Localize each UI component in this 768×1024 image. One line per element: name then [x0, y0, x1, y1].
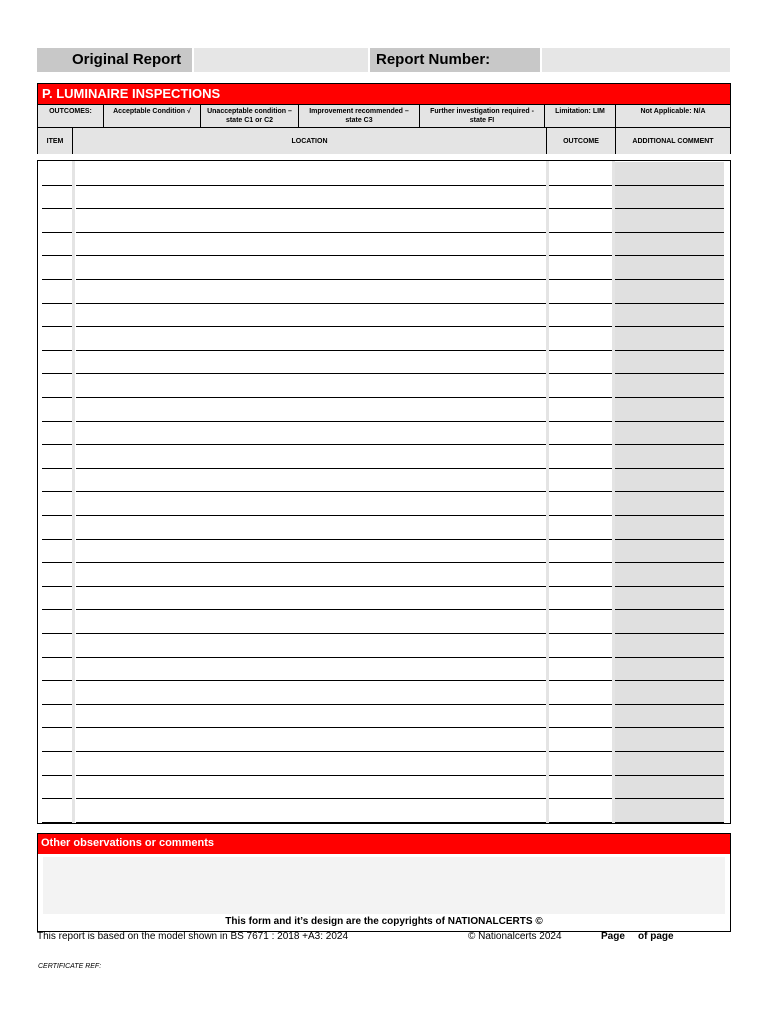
outcomes-legend — [38, 104, 730, 127]
table-row — [38, 256, 730, 280]
comment-cell[interactable] — [615, 799, 724, 823]
comment-cell[interactable] — [615, 209, 724, 233]
report-number-label: Report Number: — [370, 48, 540, 72]
item-cell[interactable] — [42, 304, 72, 328]
item-cell[interactable] — [42, 776, 72, 800]
location-cell[interactable] — [76, 776, 546, 800]
inspection-table — [37, 160, 731, 824]
location-cell[interactable] — [76, 469, 546, 493]
comment-cell[interactable] — [615, 540, 724, 564]
outcome-cell[interactable] — [549, 658, 612, 682]
table-row — [38, 422, 730, 446]
comment-cell[interactable] — [615, 398, 724, 422]
observations-title: Other observations or comments — [38, 834, 730, 854]
item-cell[interactable] — [42, 563, 72, 587]
outcome-cell[interactable] — [549, 469, 612, 493]
comment-cell[interactable] — [615, 492, 724, 516]
comment-cell[interactable] — [615, 304, 724, 328]
comment-cell[interactable] — [615, 516, 724, 540]
outcome-cell[interactable] — [549, 445, 612, 469]
item-cell[interactable] — [42, 280, 72, 304]
table-row — [38, 492, 730, 516]
comment-cell[interactable] — [615, 776, 724, 800]
item-cell[interactable] — [42, 374, 72, 398]
item-cell[interactable] — [42, 516, 72, 540]
table-row — [38, 327, 730, 351]
item-cell[interactable] — [42, 540, 72, 564]
outcome-cell[interactable] — [549, 351, 612, 375]
table-row — [38, 540, 730, 564]
item-cell[interactable] — [42, 398, 72, 422]
item-cell[interactable] — [42, 469, 72, 493]
legend-not-applicable: Not Applicable: N/A — [640, 108, 706, 115]
column-outcome: OUTCOME — [547, 128, 616, 154]
location-cell[interactable] — [76, 256, 546, 280]
comment-cell[interactable] — [615, 422, 724, 446]
outcome-cell[interactable] — [549, 374, 612, 398]
comment-cell[interactable] — [615, 327, 724, 351]
outcome-cell[interactable] — [549, 233, 612, 257]
table-row — [38, 752, 730, 776]
comment-cell[interactable] — [615, 728, 724, 752]
location-cell[interactable] — [76, 799, 546, 823]
legend-acceptable: Acceptable Condition √ — [104, 105, 201, 127]
table-row — [38, 634, 730, 658]
legend-improvement: Improvement recommended – state C3 — [299, 105, 420, 127]
outcome-cell[interactable] — [549, 162, 612, 186]
outcome-cell[interactable] — [549, 634, 612, 658]
location-cell[interactable] — [76, 351, 546, 375]
table-row — [38, 398, 730, 422]
outcome-cell[interactable] — [549, 563, 612, 587]
item-cell[interactable] — [42, 351, 72, 375]
model-note: This report is based on the model shown in BS 7671 : 2018 +A3: 2024 — [37, 931, 349, 942]
item-cell[interactable] — [42, 728, 72, 752]
item-cell[interactable] — [42, 256, 72, 280]
location-cell[interactable] — [76, 492, 546, 516]
location-cell[interactable] — [76, 587, 546, 611]
comment-cell[interactable] — [615, 162, 724, 186]
item-cell[interactable] — [42, 327, 72, 351]
comment-cell[interactable] — [615, 445, 724, 469]
outcome-cell[interactable] — [549, 681, 612, 705]
location-cell[interactable] — [76, 516, 546, 540]
copyright-notice: This form and it’s design are the copyrights of NATIONALCERTS © — [225, 916, 543, 927]
original-report-label: Original Report — [37, 48, 192, 72]
item-cell[interactable] — [42, 705, 72, 729]
table-row — [38, 681, 730, 705]
legend-limitation: Limitation: LIM — [545, 105, 616, 127]
outcome-cell[interactable] — [549, 752, 612, 776]
table-row — [38, 304, 730, 328]
comment-cell[interactable] — [615, 280, 724, 304]
certificate-ref-label: CERTIFICATE REF: — [38, 963, 102, 970]
observations-input[interactable] — [43, 857, 725, 914]
item-cell[interactable] — [42, 233, 72, 257]
outcomes-label: OUTCOMES: — [38, 105, 104, 127]
column-headers — [38, 127, 730, 154]
outcome-cell[interactable] — [549, 799, 612, 823]
comment-cell[interactable] — [615, 563, 724, 587]
location-cell[interactable] — [76, 280, 546, 304]
location-cell[interactable] — [76, 398, 546, 422]
outcome-cell[interactable] — [549, 398, 612, 422]
comment-cell[interactable] — [615, 752, 724, 776]
item-cell[interactable] — [42, 209, 72, 233]
comment-cell[interactable] — [615, 256, 724, 280]
location-cell[interactable] — [76, 162, 546, 186]
item-cell[interactable] — [42, 681, 72, 705]
comment-cell[interactable] — [615, 374, 724, 398]
section-title: P. LUMINAIRE INSPECTIONS — [38, 84, 730, 104]
outcome-cell[interactable] — [549, 776, 612, 800]
comment-cell[interactable] — [615, 658, 724, 682]
page-label: Page — [601, 931, 625, 942]
comment-cell[interactable] — [615, 681, 724, 705]
outcome-cell[interactable] — [549, 516, 612, 540]
outcome-cell[interactable] — [549, 327, 612, 351]
luminaire-section-header — [37, 83, 731, 154]
table-row — [38, 351, 730, 375]
outcome-cell[interactable] — [549, 587, 612, 611]
table-row — [38, 563, 730, 587]
outcome-cell[interactable] — [549, 422, 612, 446]
report-number-field[interactable] — [542, 48, 730, 72]
column-item: ITEM — [38, 128, 73, 154]
location-cell[interactable] — [76, 634, 546, 658]
location-cell[interactable] — [76, 705, 546, 729]
table-row — [38, 705, 730, 729]
comment-cell[interactable] — [615, 705, 724, 729]
table-row — [38, 658, 730, 682]
column-location: LOCATION — [73, 128, 547, 154]
table-row — [38, 445, 730, 469]
item-cell[interactable] — [42, 445, 72, 469]
location-cell[interactable] — [76, 728, 546, 752]
table-row — [38, 280, 730, 304]
item-cell[interactable] — [42, 422, 72, 446]
outcome-cell[interactable] — [549, 209, 612, 233]
item-cell[interactable] — [42, 799, 72, 823]
outcome-cell[interactable] — [549, 728, 612, 752]
item-cell[interactable] — [42, 162, 72, 186]
location-cell[interactable] — [76, 445, 546, 469]
table-row — [38, 162, 730, 186]
comment-cell[interactable] — [615, 469, 724, 493]
comment-cell[interactable] — [615, 233, 724, 257]
table-row — [38, 186, 730, 210]
outcome-cell[interactable] — [549, 540, 612, 564]
outcome-cell[interactable] — [549, 186, 612, 210]
legend-unacceptable: Unacceptable condition – state C1 or C2 — [201, 105, 299, 127]
location-cell[interactable] — [76, 327, 546, 351]
outcome-cell[interactable] — [549, 610, 612, 634]
location-cell[interactable] — [76, 610, 546, 634]
observations-section — [37, 833, 731, 932]
location-cell[interactable] — [76, 209, 546, 233]
of-page-label: of page — [638, 931, 674, 942]
outcome-cell[interactable] — [549, 256, 612, 280]
location-cell[interactable] — [76, 563, 546, 587]
column-comment: ADDITIONAL COMMENT — [632, 137, 714, 145]
item-cell[interactable] — [42, 186, 72, 210]
location-cell[interactable] — [76, 422, 546, 446]
comment-cell[interactable] — [615, 186, 724, 210]
comment-cell[interactable] — [615, 634, 724, 658]
table-row — [38, 799, 730, 823]
table-row — [38, 728, 730, 752]
table-row — [38, 587, 730, 611]
outcome-cell[interactable] — [549, 304, 612, 328]
item-cell[interactable] — [42, 658, 72, 682]
original-report-field[interactable] — [194, 48, 368, 72]
comment-cell[interactable] — [615, 351, 724, 375]
location-cell[interactable] — [76, 186, 546, 210]
comment-cell[interactable] — [615, 610, 724, 634]
table-row — [38, 233, 730, 257]
table-row — [38, 209, 730, 233]
brand-notice: © Nationalcerts 2024 — [468, 931, 562, 942]
table-row — [38, 776, 730, 800]
item-cell[interactable] — [42, 587, 72, 611]
table-row — [38, 469, 730, 493]
legend-further-investigation: Further investigation required - state FI — [420, 105, 545, 127]
table-row — [38, 374, 730, 398]
outcome-cell[interactable] — [549, 280, 612, 304]
location-cell[interactable] — [76, 233, 546, 257]
item-cell[interactable] — [42, 492, 72, 516]
outcome-cell[interactable] — [549, 492, 612, 516]
outcome-cell[interactable] — [549, 705, 612, 729]
table-row — [38, 610, 730, 634]
comment-cell[interactable] — [615, 587, 724, 611]
table-row — [38, 516, 730, 540]
location-cell[interactable] — [76, 374, 546, 398]
item-cell[interactable] — [42, 634, 72, 658]
item-cell[interactable] — [42, 752, 72, 776]
location-cell[interactable] — [76, 658, 546, 682]
location-cell[interactable] — [76, 540, 546, 564]
location-cell[interactable] — [76, 304, 546, 328]
location-cell[interactable] — [76, 681, 546, 705]
item-cell[interactable] — [42, 610, 72, 634]
location-cell[interactable] — [76, 752, 546, 776]
